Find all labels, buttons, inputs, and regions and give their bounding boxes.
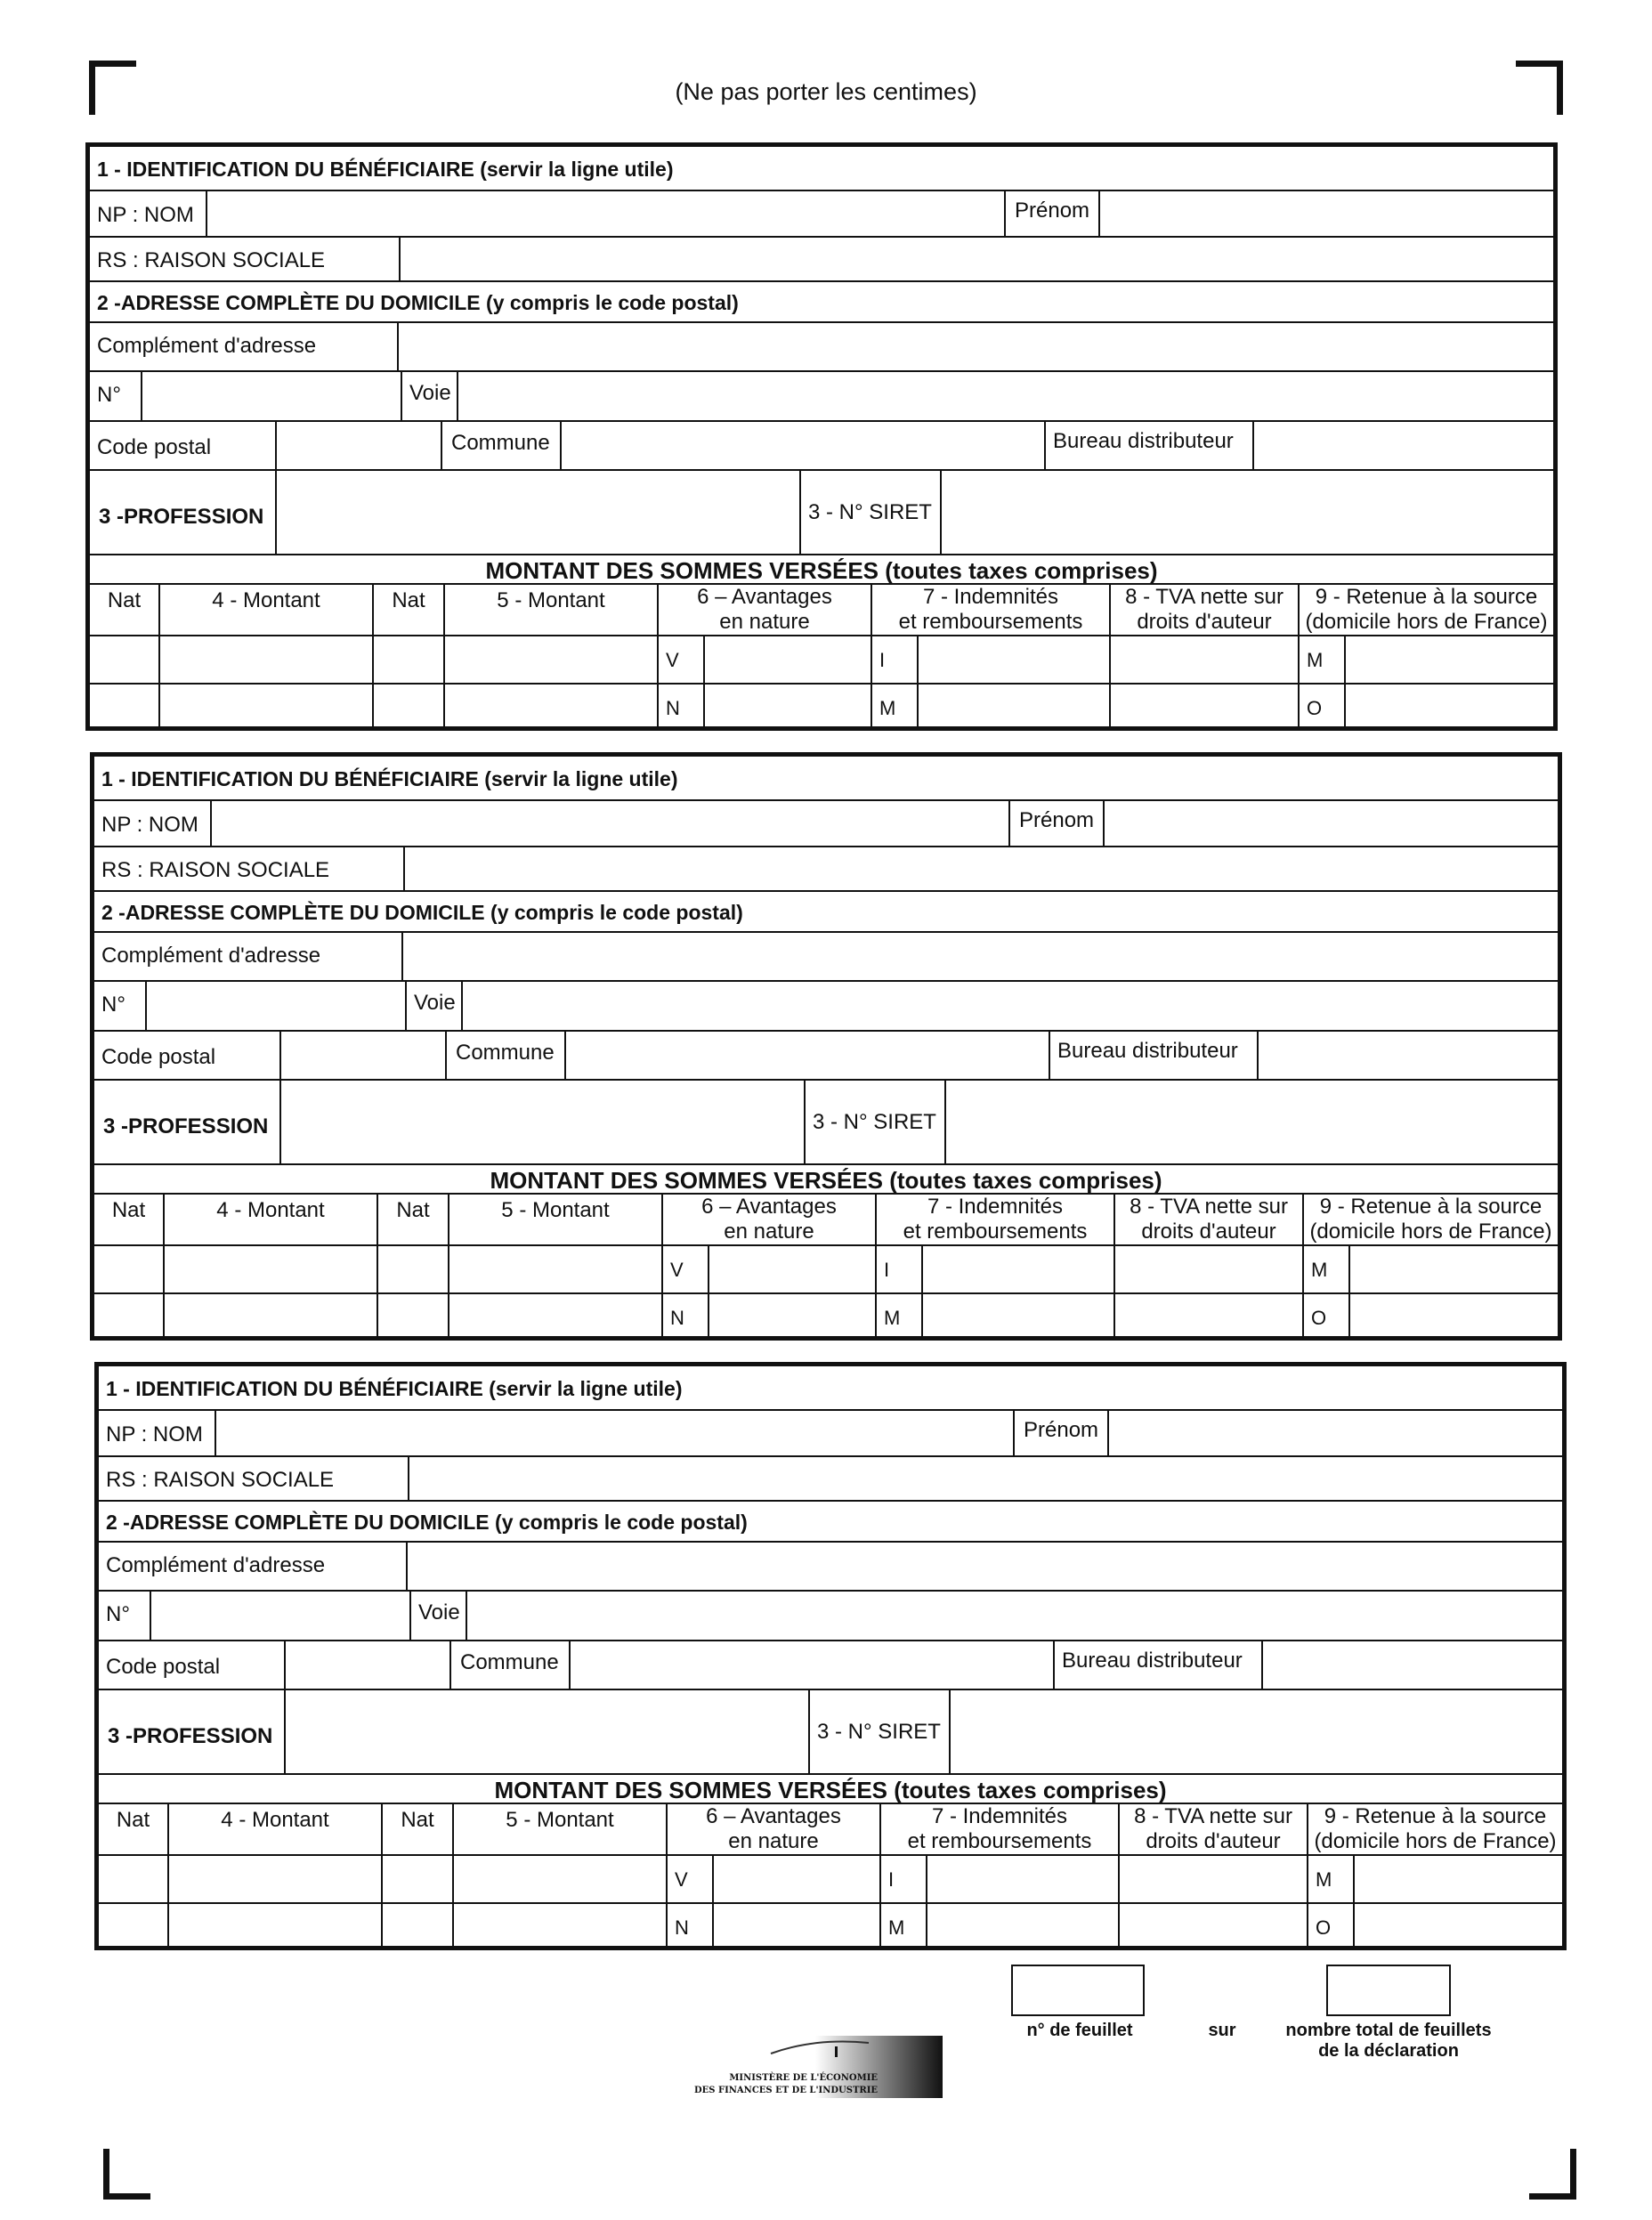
bureau-label: Bureau distributeur	[1053, 429, 1234, 453]
retenue-header-l2: (domicile hors de France)	[1314, 1829, 1557, 1853]
profession-field[interactable]	[275, 471, 799, 554]
amounts-title: MONTANT DES SOMMES VERSÉES (toutes taxes comprises)	[485, 557, 1158, 584]
bureau-label: Bureau distributeur	[1057, 1039, 1238, 1063]
letter-o: O	[1311, 1307, 1327, 1329]
nat-column-2[interactable]	[372, 585, 443, 731]
commune-field[interactable]	[560, 422, 1044, 469]
indemnites-column[interactable]	[871, 585, 1109, 731]
prenom-label: Prénom	[1024, 1418, 1099, 1442]
letter-i: I	[888, 1868, 895, 1891]
retenue-header-l2: (domicile hors de France)	[1305, 610, 1548, 634]
address-subtitle: (y compris le code postal)	[486, 291, 739, 314]
commune-field[interactable]	[569, 1641, 1053, 1689]
bureau-label: Bureau distributeur	[1062, 1649, 1243, 1673]
retenue-header-l1: 9 - Retenue à la source	[1319, 1195, 1543, 1219]
avantages-header-l1: 6 – Avantages	[706, 1804, 841, 1828]
crop-mark-bottom-right	[1529, 2149, 1576, 2200]
letter-n: N	[675, 1916, 689, 1939]
amounts-table	[99, 1804, 1562, 1950]
retenue-header	[1300, 585, 1553, 635]
retenue-column[interactable]	[1307, 1804, 1562, 1950]
indemnites-header-l2: et remboursements	[903, 1219, 1088, 1244]
bureau-cell	[1049, 1032, 1257, 1079]
letter-i: I	[884, 1259, 890, 1281]
montant-4-column[interactable]	[167, 1804, 381, 1950]
profession-field[interactable]	[284, 1690, 808, 1773]
prenom-cell	[1013, 1411, 1107, 1455]
avantages-header-l2: en nature	[719, 610, 810, 634]
ministry-logo	[694, 2034, 944, 2100]
tva-column[interactable]	[1109, 585, 1298, 731]
retenue-header	[1304, 1195, 1558, 1244]
total-sheets-l2: de la déclaration	[1318, 2041, 1459, 2061]
identification-header	[90, 147, 1553, 191]
address-title: 2 -ADRESSE COMPLÈTE DU DOMICILE	[101, 901, 485, 924]
bureau-cell	[1053, 1641, 1261, 1689]
profession-field[interactable]	[279, 1081, 804, 1163]
complement-row	[94, 933, 1558, 982]
address-header	[90, 282, 1553, 323]
nat-column-1	[99, 1804, 167, 1950]
np-nom-label: NP : NOM	[101, 813, 198, 837]
avantages-header-l2: en nature	[728, 1829, 819, 1853]
voie-label: Voie	[414, 991, 456, 1015]
identification-title: 1 - IDENTIFICATION DU BÉNÉFICIAIRE	[106, 1377, 483, 1400]
letter-n: N	[666, 697, 680, 719]
indemnites-header-l1: 7 - Indemnités	[927, 1195, 1064, 1219]
indemnites-header-l2: et remboursements	[898, 610, 1083, 634]
tva-header-l1: 8 - TVA nette sur	[1125, 585, 1284, 609]
nat-header-1: Nat	[116, 1808, 150, 1832]
voie-cell	[401, 372, 457, 420]
indemnites-header-l1: 7 - Indemnités	[922, 585, 1059, 609]
amounts-table	[94, 1195, 1558, 1341]
voie-cell	[409, 1592, 466, 1640]
avantages-header-l1: 6 – Avantages	[697, 585, 832, 609]
retenue-column[interactable]	[1302, 1195, 1558, 1341]
total-sheets-field[interactable]	[1326, 1965, 1451, 2016]
raison-sociale-row	[99, 1457, 1562, 1502]
commune-field[interactable]	[564, 1032, 1049, 1079]
indemnites-header-l1: 7 - Indemnités	[931, 1804, 1068, 1828]
letter-m2: M	[1307, 649, 1324, 671]
identification-title: 1 - IDENTIFICATION DU BÉNÉFICIAIRE	[97, 158, 474, 181]
complement-field[interactable]	[406, 1543, 1562, 1590]
code-postal-field[interactable]	[275, 422, 441, 469]
np-nom-label: NP : NOM	[97, 203, 194, 227]
complement-label: Complément d'adresse	[106, 1553, 326, 1577]
nat-column-1	[90, 585, 158, 731]
amounts-title: MONTANT DES SOMMES VERSÉES (toutes taxes comprises)	[494, 1777, 1167, 1803]
profession-label: 3 -PROFESSION	[108, 1724, 273, 1748]
montant-5-header: 5 - Montant	[506, 1808, 614, 1832]
profession-row	[90, 471, 1553, 555]
identification-subtitle: (servir la ligne utile)	[489, 1377, 683, 1400]
montant-4-header: 4 - Montant	[216, 1198, 325, 1222]
montant-5-column[interactable]	[452, 1804, 666, 1950]
commune-cell	[445, 1032, 564, 1079]
tva-column[interactable]	[1118, 1804, 1307, 1950]
complement-row	[90, 323, 1553, 372]
tva-header-l2: droits d'auteur	[1146, 1829, 1281, 1853]
retenue-header-l1: 9 - Retenue à la source	[1324, 1804, 1547, 1828]
crop-mark-bottom-left	[103, 2149, 150, 2200]
prenom-cell	[1004, 191, 1098, 236]
raison-sociale-field[interactable]	[403, 847, 1558, 890]
nat-header-2: Nat	[392, 588, 425, 612]
prenom-label: Prénom	[1019, 808, 1095, 832]
prenom-cell	[1008, 801, 1103, 846]
siret-cell	[808, 1690, 949, 1773]
commune-row	[99, 1641, 1562, 1690]
letter-m2: M	[1316, 1868, 1332, 1891]
commune-label: Commune	[460, 1650, 559, 1674]
voie-label: Voie	[409, 381, 451, 405]
avantages-column[interactable]	[661, 1195, 875, 1341]
tva-header-l2: droits d'auteur	[1137, 610, 1272, 634]
indemnites-header-l2: et remboursements	[907, 1829, 1092, 1853]
montant-5-header: 5 - Montant	[497, 588, 605, 612]
numero-label: N°	[97, 383, 121, 407]
beneficiary-block-3	[94, 1362, 1567, 1950]
nom-field[interactable]	[215, 1411, 1013, 1455]
voie-field[interactable]	[457, 372, 1553, 420]
retenue-header	[1308, 1804, 1562, 1854]
tva-header-l1: 8 - TVA nette sur	[1134, 1804, 1292, 1828]
nat-column-2[interactable]	[377, 1195, 448, 1341]
siret-label: 3 - N° SIRET	[808, 500, 932, 524]
total-sheets-label	[1273, 2021, 1504, 2062]
bureau-field[interactable]	[1261, 1641, 1562, 1689]
raison-sociale-row	[94, 847, 1558, 892]
code-postal-label: Code postal	[106, 1655, 221, 1679]
profession-row	[94, 1081, 1558, 1165]
logo-text-line-2: DES FINANCES ET DE L'INDUSTRIE	[694, 2086, 878, 2095]
letter-m: M	[879, 697, 896, 719]
identification-header	[99, 1366, 1562, 1411]
tva-header-l1: 8 - TVA nette sur	[1130, 1195, 1288, 1219]
nat-column-2[interactable]	[381, 1804, 452, 1950]
street-row	[99, 1592, 1562, 1641]
retenue-header-l1: 9 - Retenue à la source	[1315, 585, 1538, 609]
avantages-column[interactable]	[657, 585, 871, 731]
tva-header-l2: droits d'auteur	[1141, 1219, 1276, 1244]
code-postal-label: Code postal	[97, 435, 212, 459]
letter-o: O	[1316, 1916, 1332, 1939]
letter-v: V	[670, 1259, 684, 1281]
avantages-header	[668, 1804, 879, 1854]
numero-field[interactable]	[141, 372, 401, 420]
numero-label: N°	[101, 993, 126, 1017]
rs-label: RS : RAISON SOCIALE	[97, 248, 326, 272]
address-subtitle: (y compris le code postal)	[495, 1511, 748, 1534]
prenom-field[interactable]	[1107, 1411, 1562, 1455]
avantages-header-l2: en nature	[724, 1219, 814, 1244]
avantages-column[interactable]	[666, 1804, 879, 1950]
indemnites-header	[877, 1195, 1113, 1244]
address-title: 2 -ADRESSE COMPLÈTE DU DOMICILE	[106, 1511, 490, 1534]
rs-label: RS : RAISON SOCIALE	[106, 1468, 335, 1492]
complement-label: Complément d'adresse	[97, 334, 317, 358]
prenom-field[interactable]	[1103, 801, 1558, 846]
commune-label: Commune	[451, 431, 550, 455]
nat-header-2: Nat	[396, 1198, 430, 1222]
identification-subtitle: (servir la ligne utile)	[480, 158, 674, 181]
voie-field[interactable]	[461, 982, 1558, 1030]
sheet-number-field[interactable]	[1011, 1965, 1145, 2016]
letter-i: I	[879, 649, 886, 671]
centimes-note: (Ne pas porter les centimes)	[675, 78, 977, 105]
siret-field[interactable]	[949, 1690, 1562, 1773]
siret-cell	[804, 1081, 944, 1163]
nom-field[interactable]	[210, 801, 1008, 846]
voie-field[interactable]	[466, 1592, 1562, 1640]
montant-4-column[interactable]	[163, 1195, 377, 1341]
raison-sociale-field[interactable]	[408, 1457, 1562, 1500]
nom-field[interactable]	[206, 191, 1004, 236]
nat-header-2: Nat	[401, 1808, 434, 1832]
name-row	[99, 1411, 1562, 1457]
indemnites-header	[872, 585, 1109, 635]
address-subtitle: (y compris le code postal)	[490, 901, 743, 924]
address-header	[99, 1502, 1562, 1543]
complement-field[interactable]	[397, 323, 1553, 370]
retenue-column[interactable]	[1298, 585, 1553, 731]
siret-label: 3 - N° SIRET	[813, 1110, 936, 1134]
logo-text-line-1: MINISTÈRE DE L'ÉCONOMIE	[729, 2073, 878, 2083]
complement-label: Complément d'adresse	[101, 944, 321, 968]
tva-column[interactable]	[1113, 1195, 1302, 1341]
code-postal-field[interactable]	[284, 1641, 449, 1689]
tva-header	[1115, 1195, 1302, 1244]
siret-label: 3 - N° SIRET	[817, 1720, 941, 1744]
commune-label: Commune	[456, 1041, 555, 1065]
street-row	[90, 372, 1553, 422]
letter-n: N	[670, 1307, 684, 1329]
amounts-title: MONTANT DES SOMMES VERSÉES (toutes taxes comprises)	[490, 1167, 1162, 1194]
numero-field[interactable]	[145, 982, 405, 1030]
numero-field[interactable]	[150, 1592, 409, 1640]
letter-o: O	[1307, 697, 1323, 719]
code-postal-field[interactable]	[279, 1032, 445, 1079]
retenue-header-l2: (domicile hors de France)	[1309, 1219, 1552, 1244]
montant-5-header: 5 - Montant	[501, 1198, 610, 1222]
total-sheets-l1: nombre total de feuillets	[1285, 2021, 1492, 2040]
montant-4-column[interactable]	[158, 585, 372, 731]
montant-4-header: 4 - Montant	[212, 588, 320, 612]
address-header	[94, 892, 1558, 933]
rs-label: RS : RAISON SOCIALE	[101, 858, 330, 882]
profession-label: 3 -PROFESSION	[103, 1114, 269, 1138]
avantages-header-l1: 6 – Avantages	[701, 1195, 837, 1219]
name-row	[94, 801, 1558, 847]
letter-v: V	[666, 649, 679, 671]
avantages-header	[663, 1195, 875, 1244]
bureau-cell	[1044, 422, 1252, 469]
profession-label: 3 -PROFESSION	[99, 505, 264, 529]
siret-cell	[799, 471, 940, 554]
nat-header-1: Nat	[111, 1198, 146, 1222]
sur-label: sur	[1208, 2021, 1236, 2040]
letter-v: V	[675, 1868, 688, 1891]
raison-sociale-field[interactable]	[399, 238, 1553, 280]
profession-row	[99, 1690, 1562, 1775]
tva-header	[1111, 585, 1298, 635]
raison-sociale-row	[90, 238, 1553, 282]
bureau-field[interactable]	[1252, 422, 1553, 469]
name-row	[90, 191, 1553, 238]
code-postal-label: Code postal	[101, 1045, 216, 1069]
address-title: 2 -ADRESSE COMPLÈTE DU DOMICILE	[97, 291, 481, 314]
letter-m: M	[884, 1307, 901, 1329]
voie-cell	[405, 982, 461, 1030]
identification-header	[94, 757, 1558, 801]
siret-field[interactable]	[940, 471, 1553, 554]
letter-m2: M	[1311, 1259, 1328, 1281]
indemnites-column[interactable]	[879, 1804, 1118, 1950]
avantages-header	[659, 585, 871, 635]
street-row	[94, 982, 1558, 1032]
beneficiary-block-2	[90, 752, 1562, 1341]
letter-m: M	[888, 1916, 905, 1939]
complement-field[interactable]	[401, 933, 1558, 980]
indemnites-column[interactable]	[875, 1195, 1113, 1341]
tva-header	[1120, 1804, 1307, 1854]
bureau-field[interactable]	[1257, 1032, 1558, 1079]
nat-header-1: Nat	[107, 588, 142, 612]
identification-title: 1 - IDENTIFICATION DU BÉNÉFICIAIRE	[101, 767, 479, 790]
numero-label: N°	[106, 1602, 130, 1626]
identification-subtitle: (servir la ligne utile)	[484, 767, 678, 790]
beneficiary-block-1	[85, 142, 1558, 731]
amounts-table	[90, 585, 1553, 731]
nat-column-1	[94, 1195, 163, 1341]
prenom-field[interactable]	[1098, 191, 1553, 236]
complement-row	[99, 1543, 1562, 1592]
indemnites-header	[881, 1804, 1118, 1854]
montant-5-column[interactable]	[443, 585, 657, 731]
sheet-number-label: n° de feuillet	[1026, 2021, 1133, 2040]
np-nom-label: NP : NOM	[106, 1422, 203, 1446]
siret-field[interactable]	[944, 1081, 1558, 1163]
montant-4-header: 4 - Montant	[221, 1808, 329, 1832]
commune-row	[90, 422, 1553, 471]
montant-5-column[interactable]	[448, 1195, 661, 1341]
commune-row	[94, 1032, 1558, 1081]
prenom-label: Prénom	[1015, 199, 1090, 223]
commune-cell	[441, 422, 560, 469]
commune-cell	[449, 1641, 569, 1689]
voie-label: Voie	[418, 1600, 460, 1624]
